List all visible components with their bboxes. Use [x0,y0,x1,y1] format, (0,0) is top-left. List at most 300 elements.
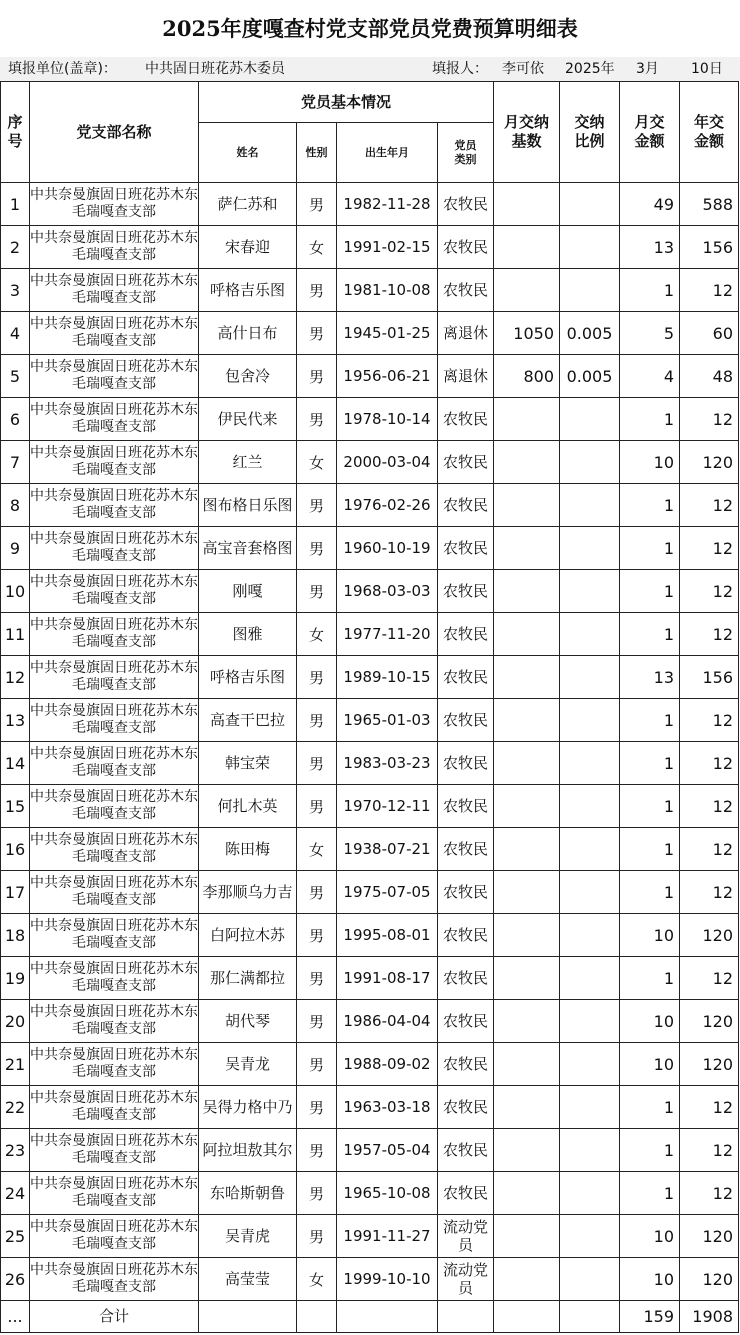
monthly-amount: 5 [620,312,680,355]
gender: 女 [297,441,337,484]
payment-ratio [560,1043,620,1086]
member-category: 农牧民 [438,957,494,1000]
monthly-amount: 1 [620,1086,680,1129]
monthly-amount: 1 [620,742,680,785]
row-index: 25 [1,1215,30,1258]
monthly-base [494,1000,560,1043]
member-name: 何扎木英 [199,785,297,828]
monthly-amount: 1 [620,785,680,828]
header-ratio: 交纳比例 [560,82,620,183]
member-category: 农牧民 [438,828,494,871]
member-category: 农牧民 [438,1086,494,1129]
branch-name: 中共奈曼旗固日班花苏木东毛瑞嘎查支部 [30,871,199,914]
payment-ratio [560,785,620,828]
yearly-amount: 12 [680,699,739,742]
member-name: 图雅 [199,613,297,656]
table-row [1,699,739,742]
row-index: 7 [1,441,30,484]
monthly-base [494,1172,560,1215]
filler-value: 李可依 [502,61,544,77]
monthly-base [494,914,560,957]
member-name: 阿拉坦敖其尔 [199,1129,297,1172]
member-name: 包舍冷 [199,355,297,398]
row-index: 3 [1,269,30,312]
yearly-amount: 12 [680,1086,739,1129]
monthly-base [494,183,560,226]
birth-date: 1986-04-04 [337,1000,438,1043]
branch-name: 中共奈曼旗固日班花苏木东毛瑞嘎查支部 [30,613,199,656]
row-index: 9 [1,527,30,570]
monthly-amount: 49 [620,183,680,226]
gender: 女 [297,226,337,269]
header-name: 姓名 [199,123,297,183]
branch-name: 中共奈曼旗固日班花苏木东毛瑞嘎查支部 [30,742,199,785]
payment-ratio [560,1258,620,1301]
gender: 男 [297,742,337,785]
monthly-base [494,226,560,269]
gender: 男 [297,1129,337,1172]
monthly-amount: 1 [620,1172,680,1215]
table-row [1,527,739,570]
gender: 男 [297,183,337,226]
row-index: 8 [1,484,30,527]
birth-date: 2000-03-04 [337,441,438,484]
yearly-amount: 12 [680,1172,739,1215]
member-category: 农牧民 [438,785,494,828]
table-body [1,183,739,1301]
monthly-amount: 13 [620,656,680,699]
member-category: 流动党员 [438,1215,494,1258]
branch-name: 中共奈曼旗固日班花苏木东毛瑞嘎查支部 [30,1043,199,1086]
gender: 男 [297,1172,337,1215]
yearly-amount: 12 [680,398,739,441]
monthly-amount: 1 [620,527,680,570]
table-row [1,613,739,656]
yearly-amount: 12 [680,484,739,527]
yearly-amount: 120 [680,914,739,957]
member-name: 胡代琴 [199,1000,297,1043]
payment-ratio [560,656,620,699]
branch-name: 中共奈曼旗固日班花苏木东毛瑞嘎查支部 [30,183,199,226]
payment-ratio [560,1129,620,1172]
yearly-amount: 12 [680,785,739,828]
monthly-amount: 10 [620,1215,680,1258]
payment-ratio [560,269,620,312]
monthly-amount: 10 [620,1258,680,1301]
payment-ratio [560,570,620,613]
total-empty-cell [560,1301,620,1333]
monthly-base [494,871,560,914]
total-empty-cell [337,1301,438,1333]
birth-date: 1978-10-14 [337,398,438,441]
yearly-amount: 48 [680,355,739,398]
branch-name: 中共奈曼旗固日班花苏木东毛瑞嘎查支部 [30,1258,199,1301]
monthly-base [494,398,560,441]
member-name: 高宝音套格图 [199,527,297,570]
gender: 男 [297,570,337,613]
table-row [1,312,739,355]
birth-date: 1983-03-23 [337,742,438,785]
monthly-amount: 10 [620,441,680,484]
monthly-amount: 10 [620,1043,680,1086]
filler-label: 填报人： [432,61,488,77]
table-row [1,828,739,871]
monthly-base [494,699,560,742]
birth-date: 1963-03-18 [337,1086,438,1129]
row-index: 26 [1,1258,30,1301]
birth-date: 1991-02-15 [337,226,438,269]
yearly-amount: 120 [680,441,739,484]
birth-date: 1960-10-19 [337,527,438,570]
yearly-amount: 156 [680,656,739,699]
birth-date: 1988-09-02 [337,1043,438,1086]
member-category: 农牧民 [438,527,494,570]
row-index: 18 [1,914,30,957]
birth-date: 1991-08-17 [337,957,438,1000]
monthly-base [494,1258,560,1301]
yearly-amount: 588 [680,183,739,226]
member-category: 农牧民 [438,269,494,312]
yearly-amount: 12 [680,742,739,785]
birth-date: 1956-06-21 [337,355,438,398]
member-category: 农牧民 [438,871,494,914]
birth-date: 1970-12-11 [337,785,438,828]
row-index: 24 [1,1172,30,1215]
member-category: 农牧民 [438,441,494,484]
member-category: 农牧民 [438,613,494,656]
row-index: 6 [1,398,30,441]
birth-date: 1995-08-01 [337,914,438,957]
member-category: 农牧民 [438,914,494,957]
yearly-amount: 120 [680,1043,739,1086]
payment-ratio [560,828,620,871]
monthly-base: 800 [494,355,560,398]
member-category: 农牧民 [438,398,494,441]
gender: 男 [297,312,337,355]
payment-ratio [560,484,620,527]
birth-date: 1968-03-03 [337,570,438,613]
page-title: 2025年度嘎查村党支部党员党费预算明细表 [162,16,578,41]
branch-name: 中共奈曼旗固日班花苏木东毛瑞嘎查支部 [30,1086,199,1129]
member-name: 陈田梅 [199,828,297,871]
yearly-amount: 12 [680,269,739,312]
birth-date: 1982-11-28 [337,183,438,226]
date-year: 2025年 [565,61,615,77]
table-row [1,183,739,226]
monthly-amount: 4 [620,355,680,398]
birth-date: 1977-11-20 [337,613,438,656]
member-category: 离退休 [438,355,494,398]
branch-name: 中共奈曼旗固日班花苏木东毛瑞嘎查支部 [30,527,199,570]
branch-name: 中共奈曼旗固日班花苏木东毛瑞嘎查支部 [30,1215,199,1258]
branch-name: 中共奈曼旗固日班花苏木东毛瑞嘎查支部 [30,441,199,484]
monthly-amount: 1 [620,269,680,312]
birth-date: 1975-07-05 [337,871,438,914]
row-index: 12 [1,656,30,699]
birth-date: 1957-05-04 [337,1129,438,1172]
payment-ratio [560,871,620,914]
table-row [1,785,739,828]
table-row [1,1086,739,1129]
payment-ratio: 0.005 [560,312,620,355]
row-index: 13 [1,699,30,742]
monthly-amount: 1 [620,699,680,742]
branch-name: 中共奈曼旗固日班花苏木东毛瑞嘎查支部 [30,828,199,871]
branch-name: 中共奈曼旗固日班花苏木东毛瑞嘎查支部 [30,269,199,312]
monthly-base [494,527,560,570]
member-name: 东哈斯朝鲁 [199,1172,297,1215]
gender: 男 [297,269,337,312]
table-row [1,914,739,957]
header-birth: 出生年月 [337,123,438,183]
row-index: 10 [1,570,30,613]
yearly-amount: 12 [680,828,739,871]
header-monthly: 月交金额 [620,82,680,183]
branch-name: 中共奈曼旗固日班花苏木东毛瑞嘎查支部 [30,570,199,613]
member-name: 那仁满都拉 [199,957,297,1000]
yearly-amount: 12 [680,613,739,656]
payment-ratio [560,1172,620,1215]
row-index: 1 [1,183,30,226]
gender: 男 [297,355,337,398]
member-category: 农牧民 [438,1129,494,1172]
table-row [1,355,739,398]
birth-date: 1999-10-10 [337,1258,438,1301]
total-empty-cell [297,1301,337,1333]
member-name: 高查干巴拉 [199,699,297,742]
member-category: 农牧民 [438,484,494,527]
monthly-base: 1050 [494,312,560,355]
monthly-base [494,1215,560,1258]
row-index: 23 [1,1129,30,1172]
birth-date: 1989-10-15 [337,656,438,699]
table-row [1,1215,739,1258]
total-monthly: 159 [620,1301,680,1333]
branch-name: 中共奈曼旗固日班花苏木东毛瑞嘎查支部 [30,1172,199,1215]
payment-ratio [560,527,620,570]
gender: 男 [297,871,337,914]
unit-value: 中共固日班花苏木委员 [145,61,285,77]
gender: 男 [297,1215,337,1258]
header-category: 党员类别 [438,123,494,183]
table-row [1,1043,739,1086]
monthly-base [494,269,560,312]
branch-name: 中共奈曼旗固日班花苏木东毛瑞嘎查支部 [30,957,199,1000]
member-name: 图布格日乐图 [199,484,297,527]
monthly-amount: 1 [620,398,680,441]
row-index: 15 [1,785,30,828]
birth-date: 1976-02-26 [337,484,438,527]
header-base: 月交纳基数 [494,82,560,183]
branch-name: 中共奈曼旗固日班花苏木东毛瑞嘎查支部 [30,312,199,355]
yearly-amount: 60 [680,312,739,355]
member-category: 农牧民 [438,656,494,699]
member-name: 宋春迎 [199,226,297,269]
table-row [1,1258,739,1301]
monthly-base [494,957,560,1000]
payment-ratio [560,957,620,1000]
member-category: 农牧民 [438,1000,494,1043]
member-name: 吴青虎 [199,1215,297,1258]
monthly-amount: 13 [620,226,680,269]
yearly-amount: 12 [680,1129,739,1172]
member-name: 呼格吉乐图 [199,656,297,699]
branch-name: 中共奈曼旗固日班花苏木东毛瑞嘎查支部 [30,398,199,441]
payment-ratio [560,914,620,957]
table-row [1,570,739,613]
monthly-base [494,1043,560,1086]
branch-name: 中共奈曼旗固日班花苏木东毛瑞嘎查支部 [30,355,199,398]
total-label: 合计 [30,1301,199,1333]
yearly-amount: 156 [680,226,739,269]
yearly-amount: 120 [680,1000,739,1043]
gender: 男 [297,1000,337,1043]
monthly-base [494,1129,560,1172]
table-row [1,656,739,699]
unit-label: 填报单位(盖章)： [8,61,117,77]
payment-ratio [560,1086,620,1129]
row-index: 20 [1,1000,30,1043]
payment-ratio [560,613,620,656]
table-row [1,1000,739,1043]
payment-ratio [560,699,620,742]
gender: 男 [297,914,337,957]
gender: 男 [297,1043,337,1086]
total-row [1,1301,739,1333]
date-month: 3月 [636,61,659,77]
member-name: 韩宝荣 [199,742,297,785]
payment-ratio: 0.005 [560,355,620,398]
member-category: 流动党员 [438,1258,494,1301]
monthly-amount: 10 [620,914,680,957]
row-index: 11 [1,613,30,656]
member-name: 李那顺乌力吉 [199,871,297,914]
monthly-amount: 1 [620,871,680,914]
member-category: 农牧民 [438,226,494,269]
yearly-amount: 120 [680,1258,739,1301]
table-row [1,484,739,527]
row-index: 21 [1,1043,30,1086]
total-index: ... [1,1301,30,1333]
header-gender: 性别 [297,123,337,183]
total-empty-cell [438,1301,494,1333]
birth-date: 1945-01-25 [337,312,438,355]
member-name: 刚嘎 [199,570,297,613]
monthly-amount: 1 [620,1129,680,1172]
row-index: 14 [1,742,30,785]
yearly-amount: 120 [680,1215,739,1258]
member-category: 农牧民 [438,1172,494,1215]
table-row [1,1172,739,1215]
gender: 女 [297,613,337,656]
member-category: 农牧民 [438,699,494,742]
yearly-amount: 12 [680,957,739,1000]
table-row [1,957,739,1000]
gender: 男 [297,656,337,699]
monthly-amount: 10 [620,1000,680,1043]
member-name: 伊民代来 [199,398,297,441]
table-row [1,742,739,785]
total-yearly: 1908 [680,1301,739,1333]
branch-name: 中共奈曼旗固日班花苏木东毛瑞嘎查支部 [30,785,199,828]
monthly-amount: 1 [620,484,680,527]
yearly-amount: 12 [680,527,739,570]
dues-table [0,81,739,1333]
member-name: 红兰 [199,441,297,484]
gender: 男 [297,398,337,441]
branch-name: 中共奈曼旗固日班花苏木东毛瑞嘎查支部 [30,226,199,269]
monthly-base [494,742,560,785]
member-name: 吴得力格中乃 [199,1086,297,1129]
gender: 男 [297,1086,337,1129]
header-basic-info: 党员基本情况 [199,82,494,123]
header-yearly: 年交金额 [680,82,739,183]
monthly-base [494,484,560,527]
row-index: 19 [1,957,30,1000]
gender: 男 [297,957,337,1000]
row-index: 22 [1,1086,30,1129]
row-index: 17 [1,871,30,914]
row-index: 4 [1,312,30,355]
branch-name: 中共奈曼旗固日班花苏木东毛瑞嘎查支部 [30,914,199,957]
yearly-amount: 12 [680,871,739,914]
gender: 女 [297,828,337,871]
table-row [1,269,739,312]
table-header [1,82,739,183]
total-empty-cell [199,1301,297,1333]
table-row [1,871,739,914]
member-category: 离退休 [438,312,494,355]
payment-ratio [560,742,620,785]
table-row [1,1129,739,1172]
member-name: 萨仁苏和 [199,183,297,226]
monthly-base [494,570,560,613]
member-category: 农牧民 [438,742,494,785]
monthly-amount: 1 [620,957,680,1000]
monthly-base [494,613,560,656]
monthly-base [494,1086,560,1129]
branch-name: 中共奈曼旗固日班花苏木东毛瑞嘎查支部 [30,656,199,699]
header-index: 序号 [1,82,30,183]
payment-ratio [560,1000,620,1043]
row-index: 16 [1,828,30,871]
member-name: 高什日布 [199,312,297,355]
row-index: 5 [1,355,30,398]
payment-ratio [560,183,620,226]
member-name: 吴青龙 [199,1043,297,1086]
member-name: 呼格吉乐图 [199,269,297,312]
monthly-amount: 1 [620,828,680,871]
birth-date: 1965-01-03 [337,699,438,742]
gender: 男 [297,527,337,570]
birth-date: 1991-11-27 [337,1215,438,1258]
table-row [1,398,739,441]
branch-name: 中共奈曼旗固日班花苏木东毛瑞嘎查支部 [30,1000,199,1043]
row-index: 2 [1,226,30,269]
monthly-base [494,656,560,699]
branch-name: 中共奈曼旗固日班花苏木东毛瑞嘎查支部 [30,1129,199,1172]
header-branch: 党支部名称 [30,82,199,183]
member-name: 高莹莹 [199,1258,297,1301]
branch-name: 中共奈曼旗固日班花苏木东毛瑞嘎查支部 [30,484,199,527]
payment-ratio [560,1215,620,1258]
monthly-amount: 1 [620,570,680,613]
member-category: 农牧民 [438,570,494,613]
member-category: 农牧民 [438,1043,494,1086]
date-day: 10日 [691,61,723,77]
table-row [1,441,739,484]
total-empty-cell [494,1301,560,1333]
